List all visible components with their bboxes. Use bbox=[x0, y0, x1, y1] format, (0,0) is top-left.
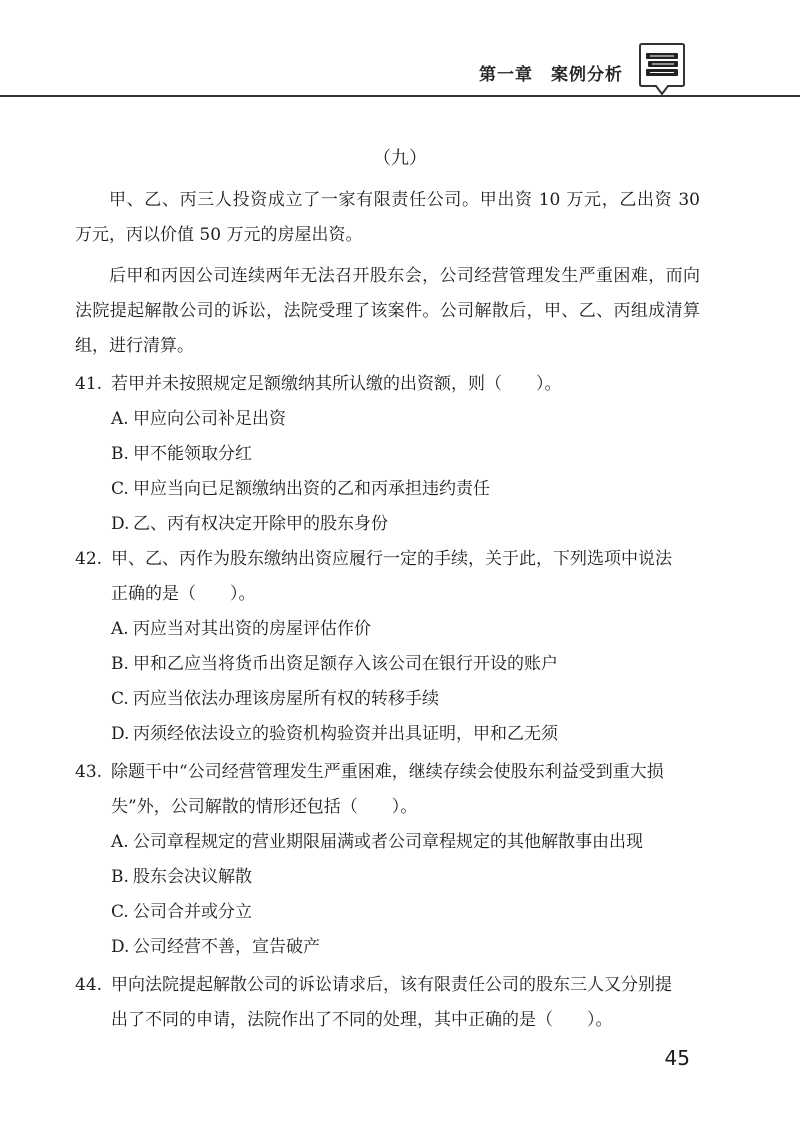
option-letter: B. bbox=[111, 654, 129, 674]
question-line bbox=[75, 755, 664, 790]
question-text: 甲、乙、丙作为股东缴纳出资应履行一定的手续，关于此，下列选项中说法 bbox=[111, 549, 672, 569]
option-a bbox=[111, 402, 286, 437]
option-text: 丙应当依法办理该房屋所有权的转移手续 bbox=[133, 689, 439, 709]
option-text: 甲应向公司补足出资 bbox=[133, 409, 286, 429]
option-d bbox=[111, 507, 388, 542]
option-b bbox=[111, 860, 252, 895]
question-text-continued: 失”外，公司解散的情形还包括（ ）。 bbox=[111, 797, 418, 817]
option-b bbox=[111, 647, 558, 682]
option-text: 股东会决议解散 bbox=[133, 867, 252, 887]
option-text: 甲应当向已足额缴纳出资的乙和丙承担违约责任 bbox=[133, 479, 490, 499]
option-c bbox=[111, 682, 439, 717]
option-text: 丙应当对其出资的房屋评估作价 bbox=[133, 619, 371, 639]
option-text: 甲和乙应当将货币出资足额存入该公司在银行开设的账户 bbox=[133, 654, 558, 674]
question-text-continued: 正确的是（ ）。 bbox=[111, 584, 256, 604]
option-text: 甲不能领取分红 bbox=[133, 444, 252, 464]
question-number: 44. bbox=[75, 975, 103, 995]
option-letter: C. bbox=[111, 479, 129, 499]
page-number: 45 bbox=[664, 1046, 690, 1070]
case-paragraph: 甲、乙、丙三人投资成立了一家有限责任公司。甲出资 10 万元，乙出资 30 万元，丙以价值 50 万元的房屋出资。 bbox=[75, 190, 700, 245]
option-letter: C. bbox=[111, 902, 129, 922]
option-letter: D. bbox=[111, 724, 130, 744]
option-letter: B. bbox=[111, 444, 129, 464]
chapter-title: 第一章 案例分析 bbox=[479, 65, 623, 85]
question-text: 除题干中“公司经营管理发生严重困难，继续存续会使股东利益受到重大损 bbox=[111, 762, 664, 782]
question-number: 42. bbox=[75, 549, 103, 569]
option-letter: D. bbox=[111, 937, 130, 957]
option-letter: C. bbox=[111, 689, 129, 709]
question-line bbox=[75, 968, 672, 1003]
option-c bbox=[111, 895, 252, 930]
option-text: 公司合并或分立 bbox=[133, 902, 252, 922]
option-letter: A. bbox=[111, 832, 129, 852]
header-rule bbox=[0, 95, 800, 97]
option-text: 公司经营不善，宣告破产 bbox=[133, 937, 320, 957]
option-d bbox=[111, 930, 320, 965]
stacked-books-icon bbox=[638, 40, 686, 102]
option-c bbox=[111, 472, 490, 507]
question-text-continued: 出了不同的申请，法院作出了不同的处理，其中正确的是（ ）。 bbox=[111, 1010, 613, 1030]
section-title: （九） bbox=[373, 148, 427, 169]
question-number: 43. bbox=[75, 762, 103, 782]
question-text: 若甲并未按照规定足额缴纳其所认缴的出资额，则（ ）。 bbox=[111, 374, 562, 394]
option-b bbox=[111, 437, 252, 472]
option-letter: D. bbox=[111, 514, 130, 534]
question-number: 41. bbox=[75, 374, 103, 394]
option-letter: A. bbox=[111, 409, 129, 429]
option-a bbox=[111, 612, 371, 647]
option-text: 公司章程规定的营业期限届满或者公司章程规定的其他解散事由出现 bbox=[133, 832, 643, 852]
question-line bbox=[75, 367, 562, 402]
option-d bbox=[111, 717, 558, 752]
case-paragraph: 后甲和丙因公司连续两年无法召开股东会，公司经营管理发生严重困难，而向法院提起解散公司的诉讼，法院受理了该案件。公司解散后，甲、乙、丙组成清算组，进行清算。 bbox=[75, 266, 700, 356]
option-letter: B. bbox=[111, 867, 129, 887]
option-letter: A. bbox=[111, 619, 129, 639]
question-text: 甲向法院提起解散公司的诉讼请求后，该有限责任公司的股东三人又分别提 bbox=[111, 975, 672, 995]
question-line bbox=[75, 542, 672, 577]
option-a bbox=[111, 825, 643, 860]
option-text: 丙须经依法设立的验资机构验资并出具证明，甲和乙无须 bbox=[133, 724, 558, 744]
option-text: 乙、丙有权决定开除甲的股东身份 bbox=[133, 514, 388, 534]
